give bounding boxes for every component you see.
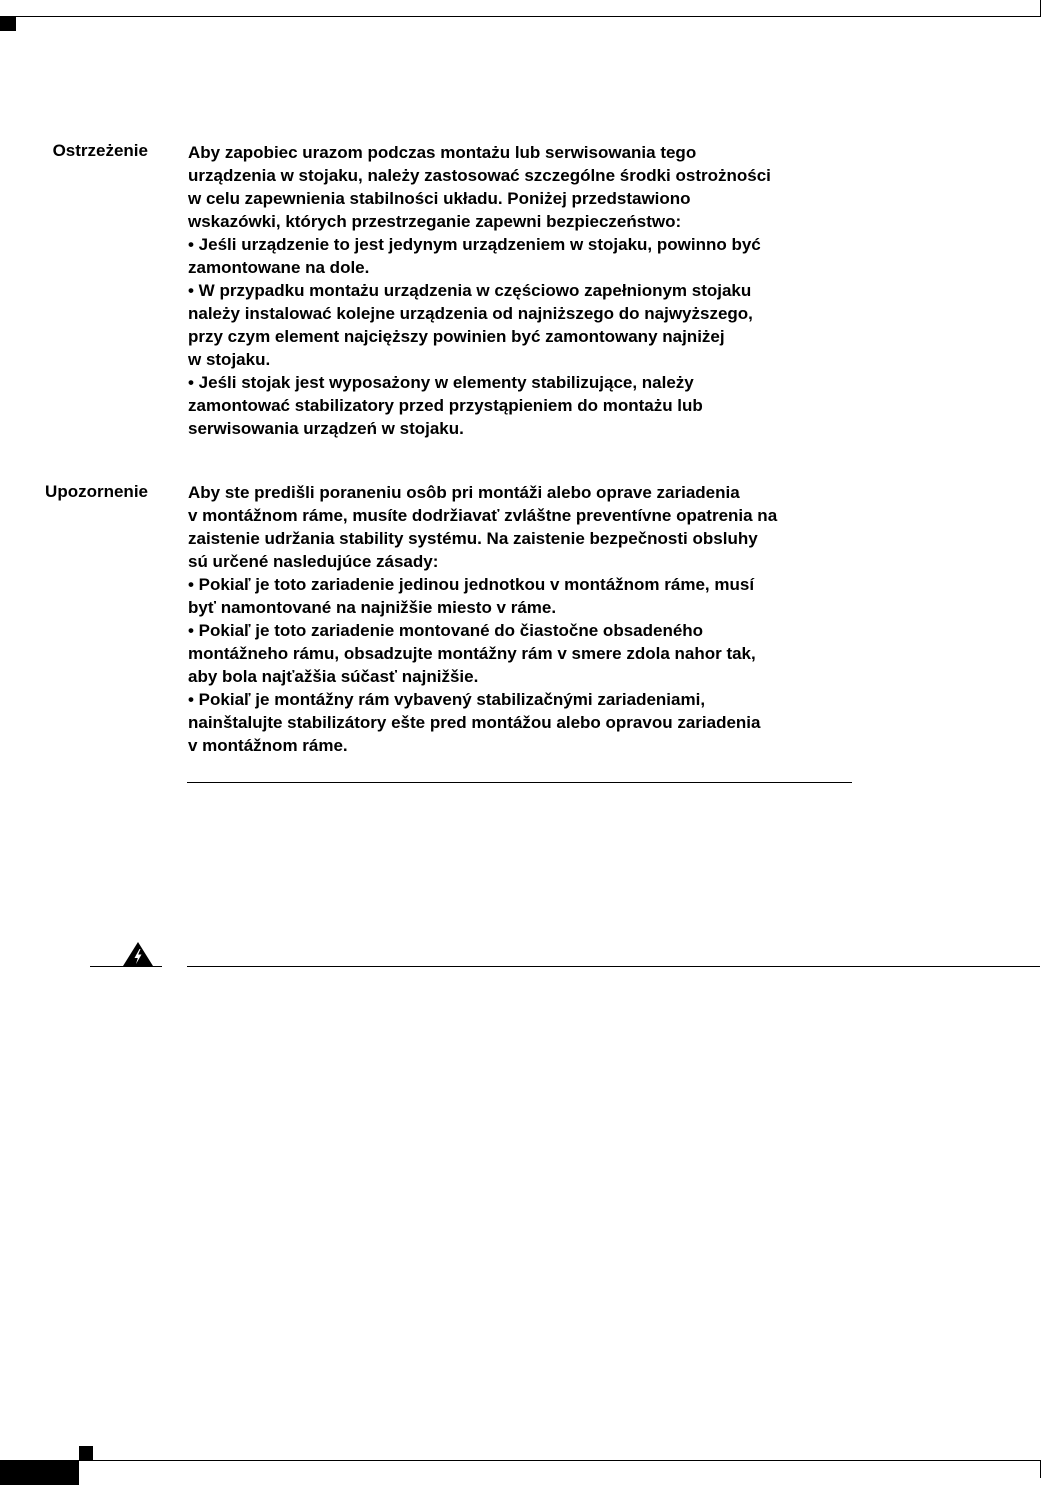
footer-corner-tick (1040, 1460, 1041, 1478)
warning-rule (187, 966, 1040, 967)
warning-label-slovak: Upozornenie (45, 482, 148, 501)
warning-intro-line: sú určené nasledujúce zásady: (188, 552, 439, 571)
bullet-line: w stojaku. (188, 350, 271, 369)
warning-bullet (188, 371, 858, 440)
bullet-line: aby bola najťažšia súčasť najnižšie. (188, 667, 479, 686)
warning-intro-line: urządzenia w stojaku, należy zastosować szczególne środki ostrożności (188, 166, 771, 185)
warning-intro-line: Aby zapobiec urazom podczas montażu lub serwisowania tego (188, 143, 697, 162)
bullet-line: • Pokiaľ je montážny rám vybavený stabilizačnými zariadeniami, (188, 690, 706, 709)
header-rule (0, 16, 1040, 17)
footer-rule (0, 1460, 1040, 1461)
warning-intro-line: Aby ste predišli poraneniu osôb pri montáži alebo oprave zariadenia (188, 483, 740, 502)
header-corner-tick (1040, 0, 1041, 17)
header-marker (0, 17, 16, 31)
footer-marker (79, 1446, 93, 1460)
bullet-line: • Pokiaľ je toto zariadenie montované do čiastočne obsadeného (188, 621, 704, 640)
warning-intro-line: w celu zapewnienia stabilności układu. Poniżej przedstawiono (188, 189, 691, 208)
bullet-line: byť namontované na najnižšie miesto v ráme. (188, 598, 557, 617)
bullet-line: zamontować stabilizatory przed przystąpieniem do montażu lub (188, 396, 703, 415)
warning-label-polish: Ostrzeżenie (52, 141, 148, 160)
warning-text-polish (188, 141, 858, 440)
bullet-line: v montážnom ráme. (188, 736, 348, 755)
bullet-line: • Pokiaľ je toto zariadenie jedinou jednotkou v montážnom ráme, musí (188, 575, 755, 594)
bullet-line: nainštalujte stabilizátory ešte pred montážou alebo opravou zariadenia (188, 713, 761, 732)
bullet-line: montážneho rámu, obsadzujte montážny rám v smere zdola nahor tak, (188, 644, 756, 663)
warning-intro-line: wskazówki, których przestrzeganie zapewni bezpieczeństwo: (188, 212, 682, 231)
bullet-line: • Jeśli urządzenie to jest jedynym urządzeniem w stojaku, powinno być (188, 235, 761, 254)
warning-bullet (188, 279, 858, 371)
bullet-line: zamontowane na dole. (188, 258, 370, 277)
warning-bullet (188, 233, 858, 279)
warning-bullet (188, 573, 858, 619)
warning-intro-line: v montážnom ráme, musíte dodržiavať zvláštne preventívne opatrenia na (188, 506, 778, 525)
bullet-line: • W przypadku montażu urządzenia w częściowo zapełnionym stojaku (188, 281, 752, 300)
warning-bullet (188, 688, 858, 757)
bullet-line: należy instalować kolejne urządzenia od najniższego do najwyższego, (188, 304, 753, 323)
section-divider (187, 782, 852, 783)
bullet-line: • Jeśli stojak jest wyposażony w elementy stabilizujące, należy (188, 373, 694, 392)
warning-triangle-icon (122, 941, 154, 967)
bullet-line: serwisowania urządzeń w stojaku. (188, 419, 464, 438)
warning-text-slovak (188, 481, 858, 757)
icon-underline (90, 966, 162, 967)
bullet-line: przy czym element najcięższy powinien być zamontowany najniżej (188, 327, 725, 346)
warning-intro-line: zaistenie udržania stability systému. Na zaistenie bezpečnosti obsluhy (188, 529, 758, 548)
footer-page-bar (0, 1461, 79, 1485)
warning-bullet (188, 619, 858, 688)
